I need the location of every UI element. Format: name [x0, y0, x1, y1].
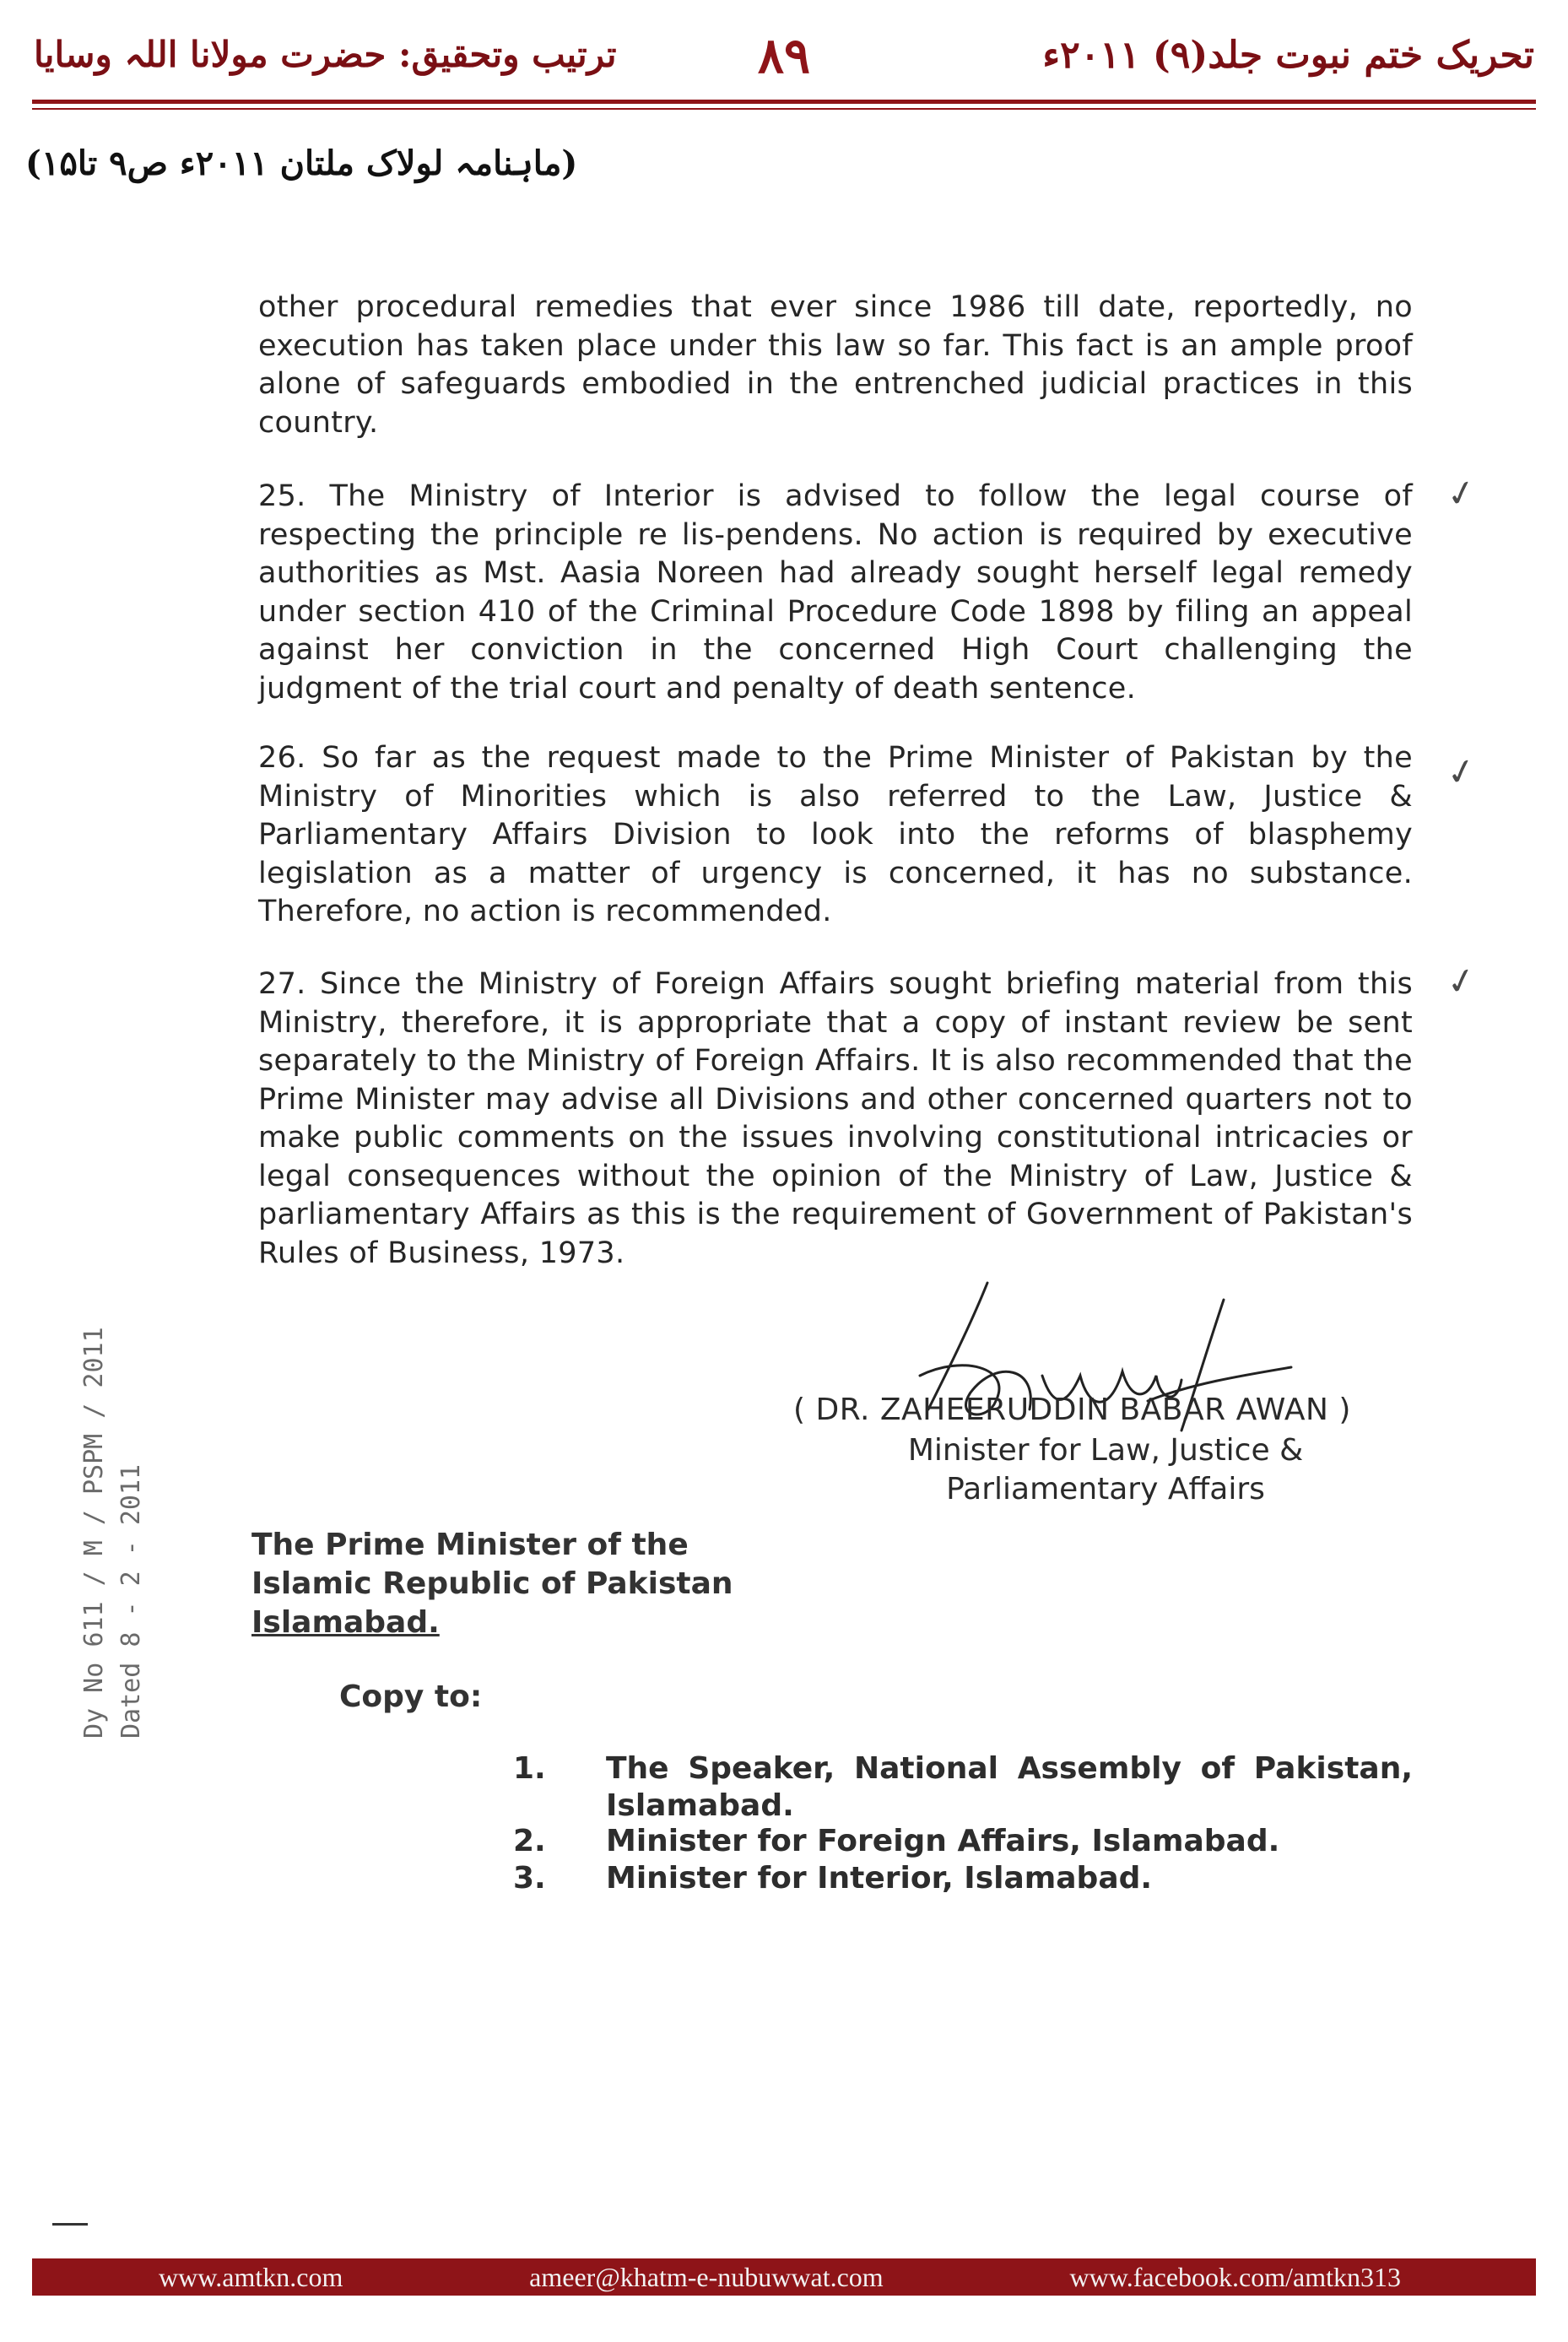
- paragraph-25: 25. The Ministry of Interior is advised to follow the legal course of respecting the principle re lis-pendens. No action is required by executive authorities as Mst. Aasia Noreen had already sought herself legal remedy under section 410 of the Criminal Procedure Code 1898 by filing an appeal against her conviction in the concerned High Court challenging the judgment of the trial court and penalty of death sentence.: [258, 479, 1413, 706]
- diary-stamp: [76, 1327, 150, 1739]
- list-text: Minister for Foreign Affairs, Islamabad.: [606, 1824, 1280, 1858]
- paragraph-27: 27. Since the Ministry of Foreign Affairs sought briefing material from this Ministry, therefore, it is appropriate that a copy of instant review be sent separately to the Ministry of Foreign Affairs. It is also recommended that the Prime Minister may advise all Divisions and other concerned quarters not to make public comments on the issues involving constitutional intricacies or legal consequences without the opinion of the Ministry of Law, Justice & parliamentary Affairs as this is the requirement of Government of Pakistan's Rules of Business, 1973.: [258, 967, 1413, 1270]
- tick-mark-icon: ✓: [1442, 957, 1480, 1005]
- header-book-title: تحریک ختم نبوت جلد(۹) ۲۰۱۱ء: [1042, 34, 1534, 77]
- list-number: 1.: [513, 1751, 546, 1786]
- addressee-line: The Prime Minister of the: [251, 1528, 689, 1562]
- source-reference: (ماہنامہ لولاک ملتان ۲۰۱۱ء ص۹ تا۱۵): [25, 143, 578, 183]
- header-rule-thin: [32, 108, 1536, 110]
- header-rule: [32, 100, 1536, 104]
- signatory-title-line2: Parliamentary Affairs: [946, 1472, 1265, 1506]
- addressee-block: [251, 1526, 733, 1642]
- tick-mark-icon: ✓: [1442, 748, 1480, 796]
- footer-website-link[interactable]: www.amtkn.com: [159, 2261, 343, 2292]
- list-text: Minister for Interior, Islamabad.: [606, 1861, 1153, 1896]
- paragraph-continued: other procedural remedies that ever since 1986 till date, reportedly, no execution has taken place under this law so far. This fact is an ample proof alone of safeguards embodied in the entrenched judicial practices in this country.: [258, 290, 1413, 440]
- list-number: 2.: [513, 1824, 546, 1858]
- list-item: [513, 1860, 1413, 1897]
- diary-number: Dy No 611 / M / PSPM / 2011: [79, 1327, 109, 1739]
- addressee-line: Islamic Republic of Pakistan: [251, 1566, 733, 1601]
- list-number: 3.: [513, 1861, 546, 1896]
- signatory-name: ( DR. ZAHEERUDDIN BABAR AWAN ): [793, 1393, 1351, 1427]
- footer-facebook-link[interactable]: www.facebook.com/amtkn313: [1069, 2261, 1401, 2292]
- list-text: The Speaker, National Assembly of Pakistan, Islamabad.: [606, 1751, 1413, 1823]
- diary-date: Dated 8 - 2 - 2011: [116, 1463, 146, 1739]
- footer-email-link[interactable]: ameer@khatm-e-nubuwwat.com: [529, 2261, 884, 2292]
- addressee-city: Islamabad.: [251, 1605, 440, 1640]
- copy-to-label: Copy to:: [339, 1679, 483, 1714]
- signatory-title: Minister for Law, Justice &: [907, 1433, 1304, 1468]
- tick-mark-icon: ✓: [1442, 469, 1480, 517]
- list-item: [513, 1823, 1413, 1860]
- list-item: [513, 1750, 1413, 1825]
- paragraph-26: 26. So far as the request made to the Prime Minister of Pakistan by the Ministry of Minorities which is also referred to the Law, Justice & Parliamentary Affairs Division to look into the reforms of blasphemy legislation as a matter of urgency is concerned, it has no substance. Therefore, no action is recommended.: [258, 741, 1413, 928]
- divider: [52, 2223, 88, 2226]
- page-number: ۸۹: [757, 27, 811, 84]
- footer-bar: [32, 2258, 1536, 2296]
- header-compiler: ترتیب وتحقیق: حضرت مولانا اللہ وسایا: [34, 34, 617, 75]
